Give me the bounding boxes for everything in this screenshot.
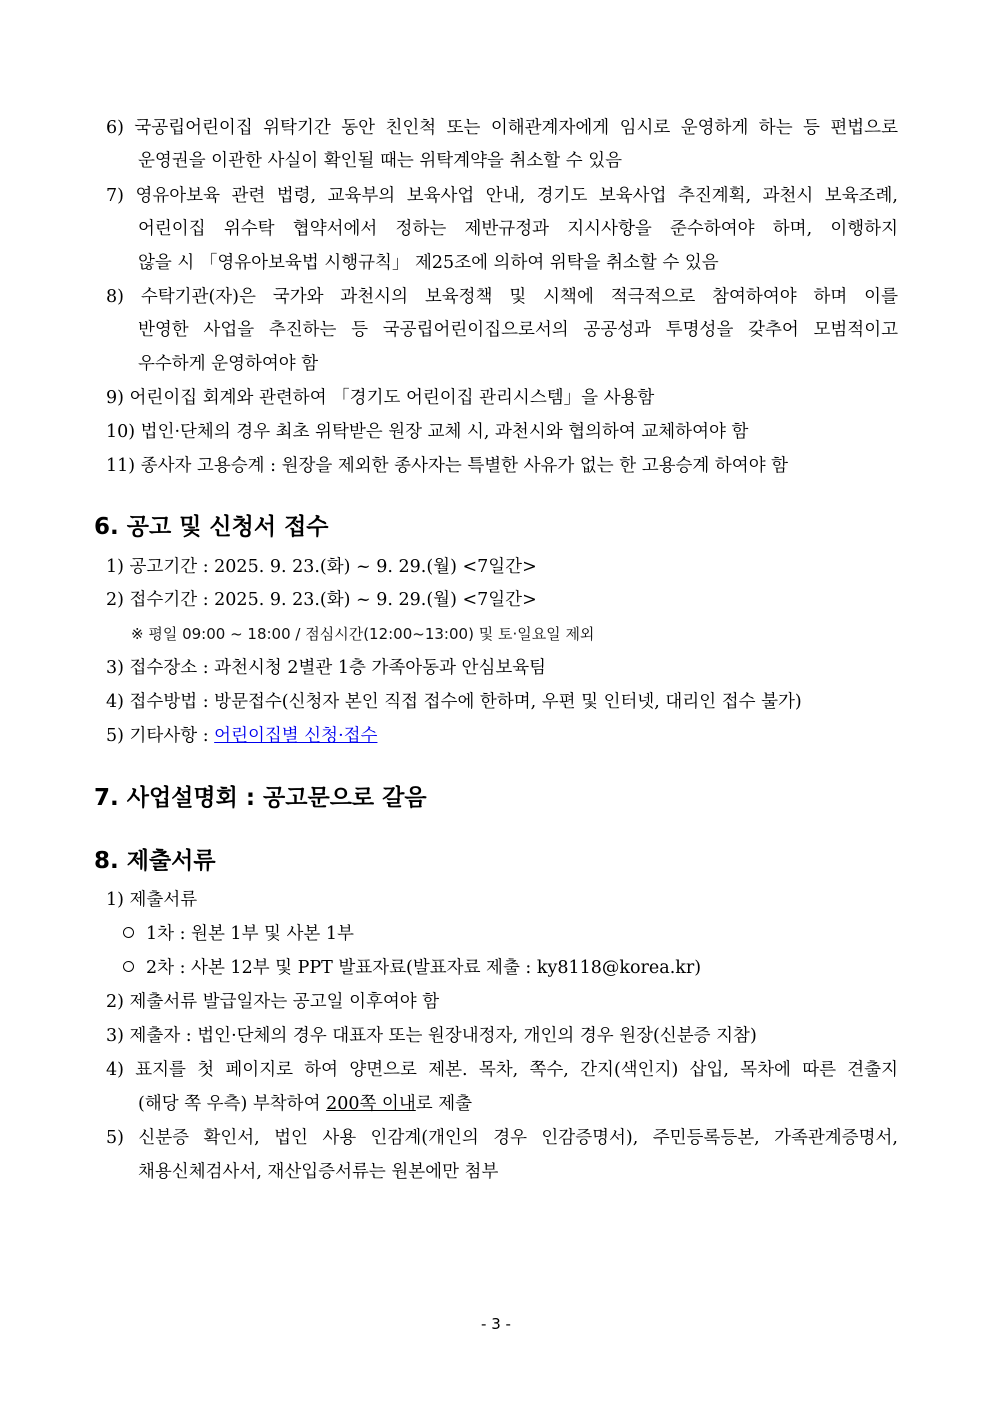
other-matters	[106, 724, 377, 748]
documents-sub-1-text: 1차 : 원본 1부 및 사본 1부	[146, 924, 354, 944]
item-7-line-3: 않을 시 「영유아보육법 시행규칙」 제25조에 의하여 위탁을 취소할 수 있음	[138, 253, 719, 273]
item-11: 11) 종사자 고용승계 : 원장을 제외한 종사자는 특별한 사유가 없는 한 고용승계 하여야 함	[106, 456, 789, 476]
other-matters-label: 5) 기타사항 :	[106, 726, 215, 746]
documents-sub-2-text: 2차 : 사본 12부 및 PPT 발표자료(발표자료 제출 : ky8118@korea.kr)	[146, 958, 702, 978]
documents-item-4-line-2	[138, 1092, 472, 1116]
notice-period: 1) 공고기간 : 2025. 9. 23.(화) ~ 9. 29.(월) <7일간>	[106, 557, 537, 577]
item-7-line-2: 어린이집 위수탁 협약서에서 정하는 제반규정과 지시사항을 준수하여야 하며, 이행하지	[138, 219, 898, 239]
documents-item-5-line-1: 5) 신분증 확인서, 법인 사용 인감계(개인의 경우 인감증명서), 주민등록등본, 가족관계증명서,	[106, 1128, 898, 1148]
documents-item-4-post: 로 제출	[415, 1094, 473, 1114]
section-7-heading: 7. 사업설명회 : 공고문으로 갈음	[94, 785, 427, 811]
documents-sub-2	[123, 956, 701, 980]
documents-item-4-pre: (해당 쪽 우측) 부착하여	[138, 1094, 327, 1114]
documents-item-3: 3) 제출자 : 법인·단체의 경우 대표자 또는 원장내정자, 개인의 경우 원장(신분증 지참)	[106, 1026, 757, 1046]
circle-bullet-icon	[123, 961, 134, 972]
hours-note: ※ 평일 09:00 ~ 18:00 / 점심시간(12:00~13:00) 및 토·일요일 제외	[131, 625, 595, 643]
item-7-line-1: 7) 영유아보육 관련 법령, 교육부의 보육사업 안내, 경기도 보육사업 추진계획, 과천시 보육조례,	[106, 186, 898, 206]
circle-bullet-icon	[123, 927, 134, 938]
item-10: 10) 법인·단체의 경우 최초 위탁받은 원장 교체 시, 과천시와 협의하여 교체하여야 함	[106, 422, 749, 442]
daycare-application-link[interactable]: 어린이집별 신청·접수	[214, 726, 378, 746]
documents-item-1: 1) 제출서류	[106, 890, 198, 910]
item-6-line-1: 6) 국공립어린이집 위탁기간 동안 친인척 또는 이해관계자에게 임시로 운영하게 하는 등 편법으로	[106, 118, 898, 138]
documents-item-4-line-1: 4) 표지를 첫 페이지로 하여 양면으로 제본. 목차, 쪽수, 간지(색인지) 삽입, 목차에 따른 견출지	[106, 1060, 898, 1080]
page-number: - 3 -	[481, 1315, 511, 1333]
application-period: 2) 접수기간 : 2025. 9. 23.(화) ~ 9. 29.(월) <7일간>	[106, 590, 537, 610]
documents-sub-1	[123, 922, 354, 946]
item-8-line-3: 우수하게 운영하여야 함	[138, 354, 319, 374]
documents-item-2: 2) 제출서류 발급일자는 공고일 이후여야 함	[106, 992, 440, 1012]
documents-item-5-line-2: 채용신체검사서, 재산입증서류는 원본에만 첨부	[138, 1162, 499, 1182]
application-method: 4) 접수방법 : 방문접수(신청자 본인 직접 접수에 한하며, 우편 및 인터넷, 대리인 접수 불가)	[106, 692, 802, 712]
section-8-heading: 8. 제출서류	[94, 848, 216, 874]
item-6-line-2: 운영권을 이관한 사실이 확인될 때는 위탁계약을 취소할 수 있음	[138, 151, 623, 171]
page-limit-text: 200쪽 이내	[326, 1094, 416, 1114]
item-8-line-1: 8) 수탁기관(자)은 국가와 과천시의 보육정책 및 시책에 적극적으로 참여하여야 하며 이를	[106, 287, 898, 307]
item-9: 9) 어린이집 회계와 관련하여 「경기도 어린이집 관리시스템」을 사용함	[106, 388, 655, 408]
item-8-line-2: 반영한 사업을 추진하는 등 국공립어린이집으로서의 공공성과 투명성을 갖추어 모범적이고	[138, 320, 898, 340]
application-place: 3) 접수장소 : 과천시청 2별관 1층 가족아동과 안심보육팀	[106, 658, 547, 678]
section-6-heading: 6. 공고 및 신청서 접수	[94, 514, 329, 540]
